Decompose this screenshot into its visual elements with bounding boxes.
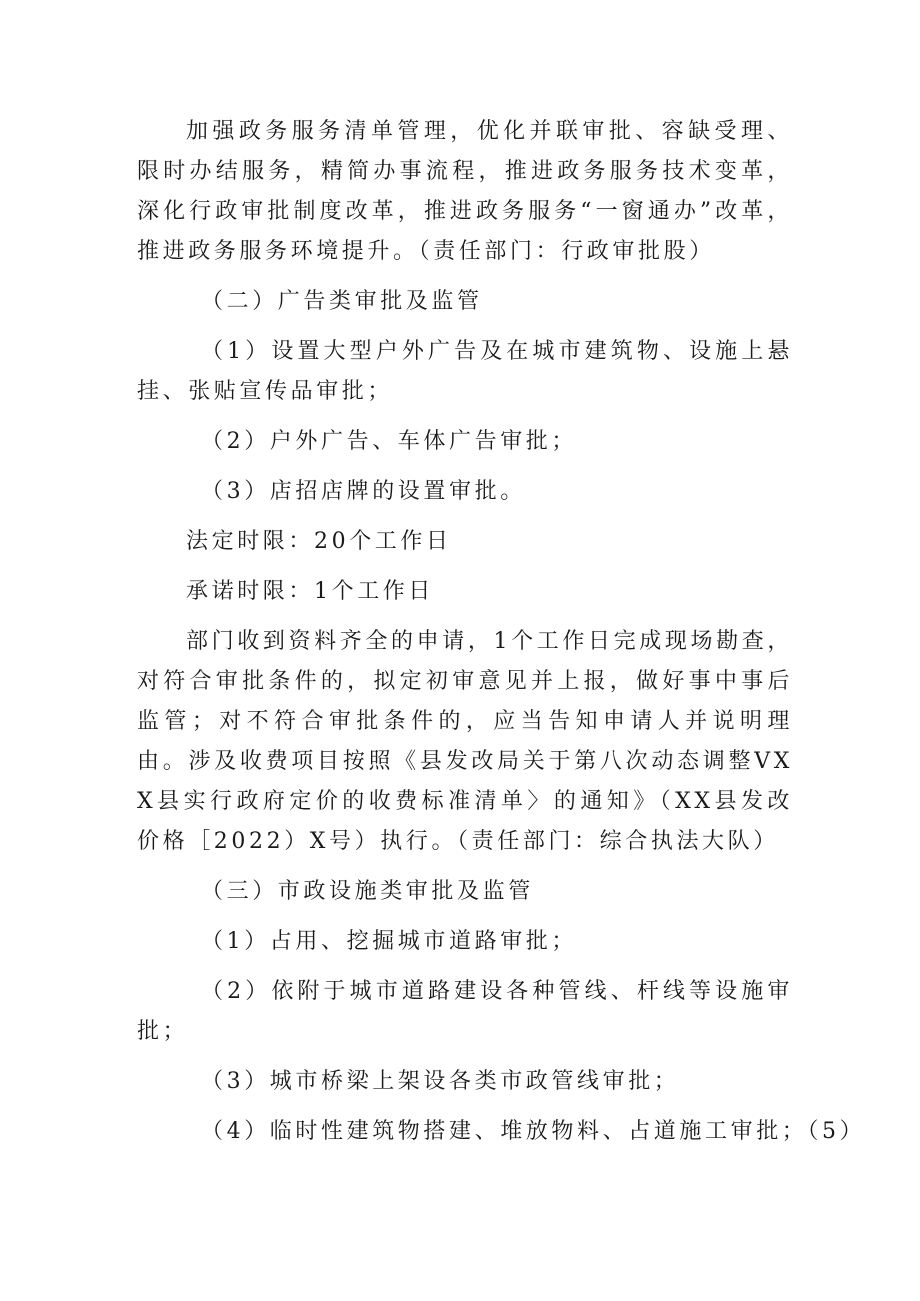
paragraph-processing-procedure: 部门收到资料齐全的申请，1个工作日完成现场勘查，对符合审批条件的，拟定初审意见并上报，做好事中事后监管；对不符合审批条件的，应当告知申请人并说明理由。涉及收费项目按照《县发改局关于第八次动态调整VXX县实行政府定价的收费标准清单〉的通知》（XX县发改价格［2022）X号）执行。（责任部门：综合执法大队） <box>137 629 793 854</box>
promised-time-limit: 承诺时限：1个工作日 <box>186 579 434 604</box>
list-item-bridge-pipelines: （3）城市桥梁上架设各类市政管线审批； <box>201 1069 680 1094</box>
list-item-outdoor-advertising: （1）设置大型户外广告及在城市建筑物、设施上悬挂、张贴宣传品审批； <box>137 339 793 404</box>
list-item-temporary-buildings: （4）临时性建筑物搭建、堆放物料、占道施工审批；（5） <box>201 1119 866 1144</box>
list-item-shop-signs: （3）店招店牌的设置审批。 <box>201 479 526 504</box>
document-body <box>137 112 866 1152</box>
heading-municipal-facilities: （三）市政设施类审批及监管 <box>201 879 534 904</box>
list-item-vehicle-advertising: （2）户外广告、车体广告审批； <box>201 429 577 454</box>
list-item-pipelines: （2）依附于城市道路建设各种管线、杆线等设施审批； <box>137 979 793 1044</box>
paragraph-service-list: 加强政务服务清单管理，优化并联审批、容缺受理、限时办结服务，精简办事流程，推进政务服务技术变革，深化行政审批制度改革，推进政务服务“一窗通办”改革，推进政务服务环境提升。（责任部门：行政审批股） <box>137 119 793 264</box>
heading-advertising-approval: （二）广告类审批及监管 <box>201 289 483 314</box>
list-item-road-occupation: （1）占用、挖掘城市道路审批； <box>201 929 577 954</box>
statutory-time-limit: 法定时限：20个工作日 <box>186 529 452 554</box>
